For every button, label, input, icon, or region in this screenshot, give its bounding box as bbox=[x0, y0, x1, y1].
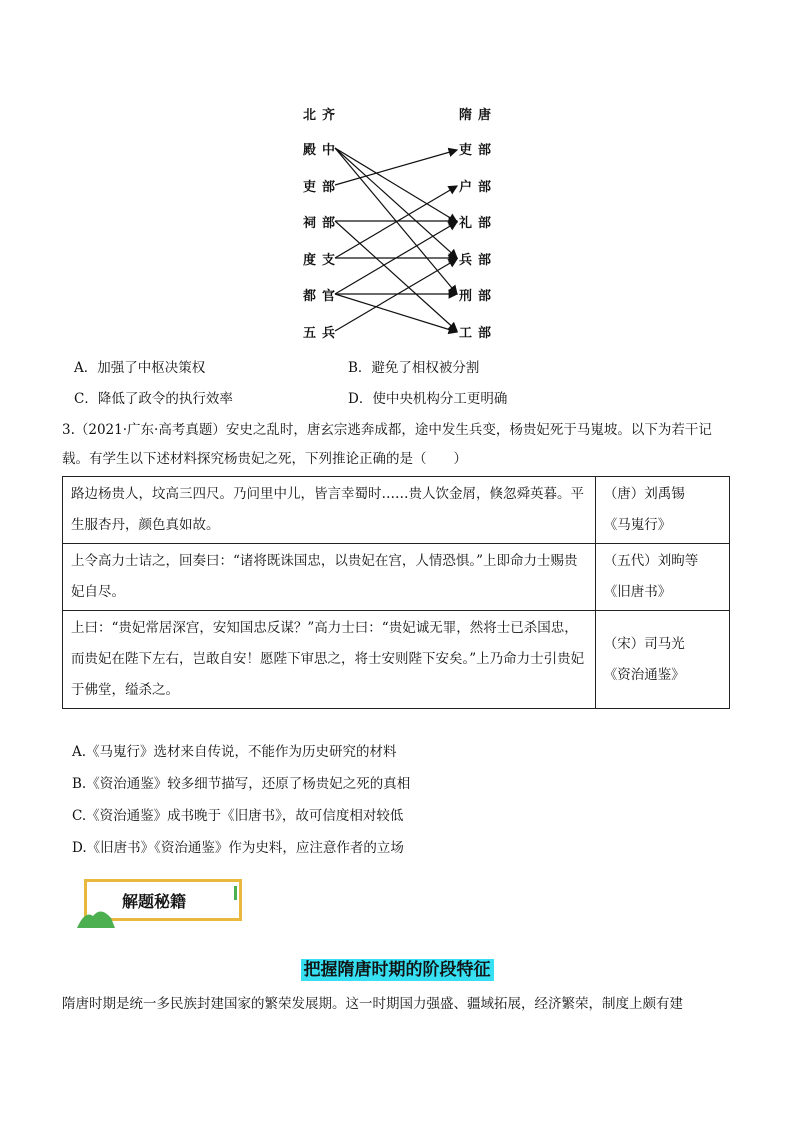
source-table bbox=[62, 476, 730, 709]
arrow-duzhi-hubu bbox=[335, 186, 457, 258]
q3-option-c: C.《资治通鉴》成书晚于《旧唐书》，故可信度相对较低 bbox=[72, 808, 404, 824]
q2-option-c: C．降低了政令的执行效率 bbox=[74, 391, 233, 407]
right-item: 刑部 bbox=[459, 289, 498, 304]
citation-title: 《旧唐书》 bbox=[603, 584, 672, 600]
mapping-arrows bbox=[295, 100, 505, 340]
citation-author: （唐）刘禹锡 bbox=[603, 486, 685, 502]
right-item: 兵部 bbox=[459, 253, 498, 268]
left-item: 度支 bbox=[303, 253, 342, 268]
source-text: 上令高力士诘之，回奏曰：“诸将既诛国忠，以贵妃在宫，人情恐惧。”上即命力士赐贵妃自尽。 bbox=[63, 544, 596, 611]
table-row bbox=[63, 477, 730, 544]
q2-option-a: A．加强了中枢决策权 bbox=[74, 360, 206, 376]
left-item: 都官 bbox=[303, 289, 342, 304]
arrow-libu-libu bbox=[335, 150, 457, 185]
source-text: 上曰：“贵妃常居深宫，安知国忠反谋？”高力士曰：“贵妃诚无罪，然将士已杀国忠，而贵妃在陛下左右，岂敢自安！愿陛下审思之，将士安则陛下安矣。”上乃命力士引贵妃于佛堂，缢杀之。 bbox=[63, 611, 596, 709]
q3-option-d: D.《旧唐书》《资治通鉴》作为史料，应注意作者的立场 bbox=[72, 840, 404, 856]
arrow-cibu-gongbu bbox=[335, 221, 457, 331]
section-heading bbox=[0, 955, 794, 980]
table-row bbox=[63, 611, 730, 709]
q3-option-b: B.《资治通鉴》较多细节描写，还原了杨贵妃之死的真相 bbox=[72, 776, 411, 792]
hill-icon bbox=[77, 906, 117, 930]
left-item: 殿中 bbox=[303, 143, 342, 158]
q3-option-a: A.《马嵬行》选材来自传说，不能作为历史研究的材料 bbox=[72, 744, 397, 760]
office-mapping-diagram bbox=[295, 100, 505, 340]
right-item: 礼部 bbox=[459, 216, 498, 231]
q3-stem: 3.（2021·广东·高考真题）安史之乱时，唐玄宗逃奔成都，途中发生兵变，杨贵妃死于马嵬坡。以下为若干记载。有学生以下述材料探究杨贵妃之死，下列推论正确的是（ ） bbox=[62, 422, 712, 467]
citation-author: （五代）刘昫等 bbox=[603, 553, 699, 569]
source-text: 路边杨贵人，坟高三四尺。乃问里中儿，皆言幸蜀时……贵人饮金屑，倏忽舜英暮。平生服杏丹，颜色真如故。 bbox=[63, 477, 596, 544]
right-column-header: 隋唐 bbox=[459, 108, 498, 123]
arrow-duguan-gongbu bbox=[335, 294, 457, 332]
source-citation bbox=[595, 477, 729, 544]
table-row bbox=[63, 544, 730, 611]
section-intro: 隋唐时期是统一多民族封建国家的繁荣发展期。这一时期国力强盛、疆域拓展，经济繁荣，制度上颇有建 bbox=[62, 996, 683, 1012]
left-item: 祠部 bbox=[303, 216, 342, 231]
citation-title: 《资治通鉴》 bbox=[603, 666, 685, 683]
arrow-dianzhong-libu bbox=[335, 148, 457, 222]
section-title: 解题秘籍 bbox=[122, 892, 187, 911]
arrow-wubing-bingbu bbox=[335, 259, 457, 331]
q2-option-d: D．使中央机构分工更明确 bbox=[348, 391, 508, 407]
left-item: 五兵 bbox=[303, 326, 342, 341]
q2-option-b: B．避免了相权被分割 bbox=[348, 360, 480, 376]
section-heading-text: 把握隋唐时期的阶段特征 bbox=[301, 959, 494, 981]
right-item: 户部 bbox=[459, 180, 498, 195]
right-item: 吏部 bbox=[459, 143, 498, 158]
citation-author: （宋）司马光 bbox=[603, 635, 685, 652]
source-citation bbox=[595, 544, 729, 611]
right-item: 工部 bbox=[459, 326, 498, 341]
left-column-header: 北齐 bbox=[303, 108, 342, 123]
section-accent-bar bbox=[234, 886, 237, 900]
left-item: 吏部 bbox=[303, 180, 342, 195]
citation-title: 《马嵬行》 bbox=[603, 517, 672, 533]
arrow-dianzhong-bingbu bbox=[335, 148, 457, 258]
source-citation bbox=[595, 611, 729, 709]
